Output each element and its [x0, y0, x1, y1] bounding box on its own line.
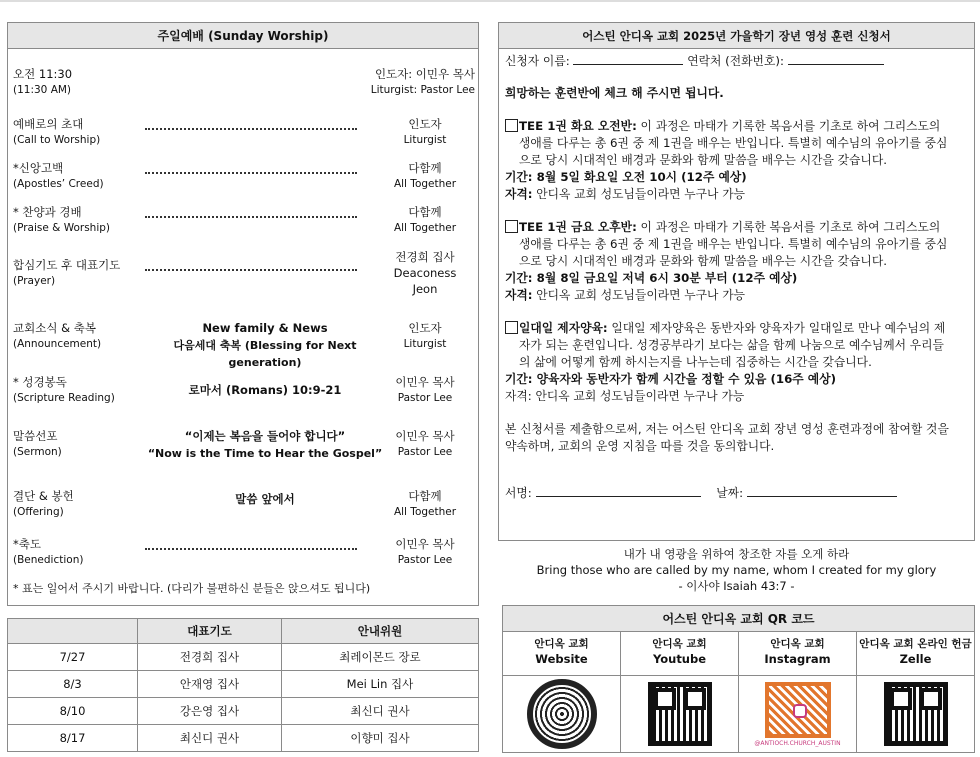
tee-tuesday-section: [505, 118, 967, 203]
date-field[interactable]: [747, 485, 897, 497]
signature-line: [505, 485, 967, 502]
table-cell: 안재영 집사: [138, 671, 282, 698]
name-label: 신청자 이름:: [505, 54, 570, 68]
table-header: 안내위원: [281, 619, 478, 644]
item-content: New family & News: [202, 321, 328, 335]
item-leader-ko: 전경희 집사: [395, 250, 455, 264]
discipleship-section: [505, 320, 967, 405]
item-title-en: (Benediction): [13, 554, 84, 566]
table-cell: 8/17: [8, 725, 138, 752]
tee-friday-section: [505, 219, 967, 304]
item-leader-ko: 이민우 목사: [395, 429, 455, 443]
item-title-ko: 말씀선포: [13, 429, 58, 443]
item-title-ko: 결단 & 봉헌: [13, 489, 74, 503]
item-title-en: (Apostles’ Creed): [13, 178, 104, 190]
course-title: TEE 1권 화요 오전반:: [519, 119, 637, 133]
liturgist-en: Liturgist: Pastor Lee: [370, 84, 475, 96]
table-header: [8, 619, 138, 644]
top-divider: [0, 0, 980, 2]
item-leader-ko: 인도자: [408, 117, 442, 131]
qual-text: 안디옥 교회 성도님들이라면 누구나 가능: [532, 187, 745, 201]
qr-instagram: [739, 632, 857, 752]
applicant-info-line: [505, 53, 967, 70]
table-cell: 강은영 집사: [138, 698, 282, 725]
liturgist-ko: 인도자: 이민우 목사: [374, 67, 475, 81]
item-leader-en: Pastor Lee: [397, 446, 453, 458]
course-desc: 생애를 다루는 총 6권 중 제 1권을 배우는 반입니다. 특별히 예수님의 유아기를 중심: [519, 136, 948, 150]
qr-label-en: Zelle: [899, 652, 932, 666]
course-desc: 이 과정은 마태가 기록한 복음서를 기초로 하여 그리스도의: [636, 220, 941, 234]
youtube-qr-code[interactable]: [648, 682, 712, 746]
qr-label-en: Website: [535, 652, 588, 666]
zelle-qr-code[interactable]: [884, 682, 948, 746]
course-desc: 이 과정은 마태가 기록한 복음서를 기초로 하여 그리스도의: [636, 119, 941, 133]
qr-label-ko: 안디옥 교회: [770, 638, 825, 650]
table-row: [8, 644, 479, 671]
item-leader-en: Liturgist: [403, 134, 447, 146]
table-cell: 7/27: [8, 644, 138, 671]
bible-verse: [498, 546, 975, 594]
consent-line: 약속하며, 교회의 운영 지침을 따를 것을 동의합니다.: [505, 439, 775, 453]
table-cell: 최신디 권사: [138, 725, 282, 752]
item-content-2: 다음세대 축복 (Blessing for Next generation): [173, 339, 357, 369]
item-title-ko: * 성경봉독: [13, 375, 67, 389]
table-header-row: [8, 619, 479, 644]
table-row: [8, 725, 479, 752]
course-desc: 으로 당시 시대적인 배경과 문화와 함께 말씀을 배우는 시간을 갖습니다.: [519, 153, 887, 167]
qr-label-en: Instagram: [764, 652, 831, 666]
instagram-icon: [793, 704, 807, 718]
qual-label: 자격:: [505, 288, 533, 302]
training-application-form: [498, 22, 975, 541]
prayer-usher-table: [7, 618, 479, 752]
item-title-ko: * 찬양과 경배: [13, 205, 82, 219]
item-leader-en: All Together: [393, 506, 457, 518]
item-leader-en: All Together: [393, 178, 457, 190]
application-header: 어스틴 안디옥 교회 2025년 가을학기 장년 영성 훈련 신청서: [499, 23, 974, 49]
qr-label-ko: 안디옥 교회: [652, 638, 707, 650]
item-leader-ko: 다함께: [408, 161, 442, 175]
course-desc: 으로 당시 시대적인 배경과 문화와 함께 말씀을 배우는 시간을 갖습니다.: [519, 254, 887, 268]
item-title-ko: *축도: [13, 537, 41, 551]
consent-text: [505, 421, 967, 455]
item-leader-en: Pastor Lee: [397, 392, 453, 404]
name-field[interactable]: [573, 53, 683, 65]
table-cell: 최레이몬드 장로: [281, 644, 478, 671]
qr-website: [503, 632, 621, 752]
item-leader-ko: 인도자: [408, 321, 442, 335]
qr-label-ko: 안디옥 교회 온라인 헌금: [859, 638, 972, 650]
leader-dots: [145, 269, 357, 271]
item-content: “이제는 복음을 들어야 합니다”: [184, 429, 346, 443]
course-period: 기간: 양육자와 동반자가 함께 시간을 정할 수 있음 (16주 예상): [505, 372, 836, 386]
item-title-ko: 합심기도 후 대표기도: [13, 258, 121, 272]
qual-text: 안디옥 교회 성도님들이라면 누구나 가능: [532, 288, 745, 302]
item-title-ko: *신앙고백: [13, 161, 64, 175]
table-cell: 8/3: [8, 671, 138, 698]
course-period: 기간: 8월 8일 금요일 저녁 6시 30분 부터 (12주 예상): [505, 271, 798, 285]
time-en: (11:30 AM): [13, 84, 72, 96]
item-content: 로마서 (Romans) 10:9-21: [188, 383, 342, 397]
table-row: [8, 671, 479, 698]
item-leader-en-2: Jeon: [412, 282, 438, 296]
qual-label: 자격:: [505, 187, 533, 201]
verse-en: Bring those who are called by my name, whom I created for my glory: [536, 563, 937, 577]
verse-reference: - 이사야 Isaiah 43:7 -: [678, 579, 795, 593]
leader-dots: [145, 172, 357, 174]
signature-label: 서명:: [505, 486, 532, 500]
item-content: 말씀 앞에서: [235, 492, 295, 506]
phone-field[interactable]: [788, 53, 884, 65]
item-title-en: (Offering): [13, 506, 64, 518]
course-period: 기간: 8월 5일 화요일 오전 10시 (12주 예상): [505, 170, 747, 184]
table-cell: 전경희 집사: [138, 644, 282, 671]
course-desc: 의 삶에 어떻게 함께 하시는지를 나누는데 집중하는 시간을 갖습니다.: [519, 355, 872, 369]
signature-field[interactable]: [536, 485, 701, 497]
instruction: 희망하는 훈련반에 체크 해 주시면 됩니다.: [505, 86, 724, 100]
item-leader-en: Liturgist: [403, 338, 447, 350]
qr-label-en: Youtube: [652, 652, 707, 666]
course-desc: 생애를 다루는 총 6권 중 제 1권을 배우는 반입니다. 특별히 예수님의 유아기를 중심: [519, 237, 948, 251]
item-title-en: (Announcement): [13, 338, 102, 350]
item-content-2: “Now is the Time to Hear the Gospel”: [147, 447, 383, 460]
table-cell: 8/10: [8, 698, 138, 725]
worship-order-panel: [7, 22, 479, 606]
item-leader-en: All Together: [393, 222, 457, 234]
qr-youtube: [621, 632, 739, 752]
date-label: 날짜:: [716, 486, 744, 500]
standing-note: * 표는 일어서 주시기 바랍니다. (다리가 불편하신 분들은 앉으셔도 됩니다): [13, 582, 371, 595]
item-leader-ko: 다함께: [408, 489, 442, 503]
item-leader-ko: 다함께: [408, 205, 442, 219]
item-title-en: (Scripture Reading): [13, 392, 115, 404]
course-desc: 일대일 제자양육은 동반자와 양육자가 일대일로 만나 예수님의 제: [607, 321, 946, 335]
discipleship-checkbox[interactable]: [505, 321, 518, 334]
item-title-ko: 교회소식 & 축복: [13, 321, 96, 335]
course-desc: 자가 되는 훈련입니다. 성경공부라기 보다는 삶을 함께 나눔으로 예수님께서 우리들: [519, 338, 944, 352]
tee-friday-checkbox[interactable]: [505, 220, 518, 233]
table-cell: Mei Lin 집사: [281, 671, 478, 698]
instagram-qr-code[interactable]: [765, 682, 831, 738]
qr-code-panel: [502, 605, 975, 753]
qr-header: 어스틴 안디옥 교회 QR 코드: [503, 606, 974, 632]
item-title-en: (Call to Worship): [13, 134, 101, 146]
item-leader-en: Deaconess: [393, 266, 457, 280]
phone-label: 연락처 (전화번호):: [687, 54, 784, 68]
qual-text: 자격: 안디옥 교회 성도님들이라면 누구나 가능: [505, 389, 745, 403]
leader-dots: [145, 548, 357, 550]
item-leader-en: Pastor Lee: [397, 554, 453, 566]
website-qr-code[interactable]: [527, 679, 597, 749]
qr-label-ko: 안디옥 교회: [534, 638, 589, 650]
table-cell: 최신디 권사: [281, 698, 478, 725]
tee-tuesday-checkbox[interactable]: [505, 119, 518, 132]
item-title-en: (Praise & Worship): [13, 222, 111, 234]
table-header: 대표기도: [138, 619, 282, 644]
consent-line: 본 신청서를 제출함으로써, 저는 어스틴 안디옥 교회 장년 영성 훈련과정에 참여할 것을: [505, 422, 949, 436]
instagram-handle: @ANTIOCH.CHURCH_AUSTIN: [754, 739, 841, 747]
table-row: [8, 698, 479, 725]
item-title-en: (Prayer): [13, 275, 56, 287]
course-title: TEE 1권 금요 오후반:: [519, 220, 637, 234]
qr-zelle: [857, 632, 974, 752]
worship-header: 주일예배 (Sunday Worship): [8, 23, 478, 49]
table-cell: 이향미 집사: [281, 725, 478, 752]
item-title-en: (Sermon): [13, 446, 62, 458]
verse-ko: 내가 내 영광을 위하여 창조한 자를 오게 하라: [623, 547, 850, 561]
course-title: 일대일 제자양육:: [519, 321, 608, 335]
item-title-ko: 예배로의 초대: [13, 117, 84, 131]
leader-dots: [145, 128, 357, 130]
leader-dots: [145, 216, 357, 218]
time-ko: 오전 11:30: [13, 67, 73, 81]
item-leader-ko: 이민우 목사: [395, 375, 455, 389]
item-leader-ko: 이민우 목사: [395, 537, 455, 551]
